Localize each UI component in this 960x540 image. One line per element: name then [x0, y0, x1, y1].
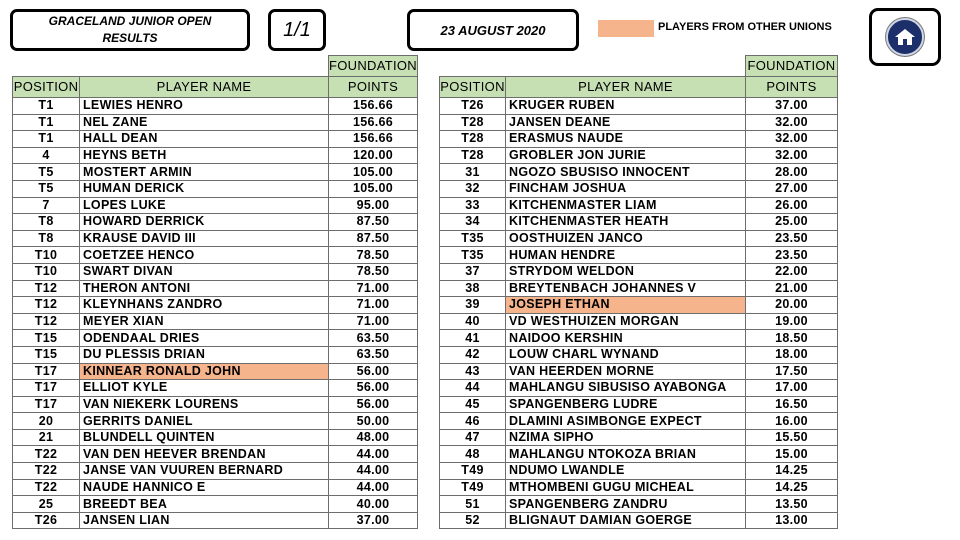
- points-cell: 27.00: [746, 180, 838, 197]
- player-name-cell: HUMAN HENDRE: [506, 247, 746, 264]
- position-cell: T17: [13, 380, 80, 397]
- table-row: [13, 280, 418, 297]
- position-cell: T15: [13, 330, 80, 347]
- points-cell: 87.50: [329, 230, 418, 247]
- points-cell: 105.00: [329, 180, 418, 197]
- position-cell: 31: [440, 164, 506, 181]
- points-cell: 56.00: [329, 380, 418, 397]
- header-player-name: PLAYER NAME: [506, 77, 746, 98]
- position-cell: T26: [13, 512, 80, 529]
- table-row: [13, 313, 418, 330]
- table-row: [13, 363, 418, 380]
- points-cell: 23.50: [746, 247, 838, 264]
- player-name-cell: COETZEE HENCO: [80, 247, 329, 264]
- position-cell: 51: [440, 496, 506, 513]
- player-name-cell: MEYER XIAN: [80, 313, 329, 330]
- table-row: [440, 230, 838, 247]
- position-cell: 25: [13, 496, 80, 513]
- table-row: [13, 164, 418, 181]
- table-row: [13, 346, 418, 363]
- position-cell: 4: [13, 147, 80, 164]
- player-name-cell: NGOZO SBUSISO INNOCENT: [506, 164, 746, 181]
- table-row: [13, 197, 418, 214]
- header-points: POINTS: [329, 77, 418, 98]
- player-name-cell: GROBLER JON JURIE: [506, 147, 746, 164]
- position-cell: 20: [13, 413, 80, 430]
- points-cell: 71.00: [329, 313, 418, 330]
- position-cell: T22: [13, 479, 80, 496]
- title-box: [10, 9, 250, 51]
- results-table-right: [439, 55, 838, 529]
- player-name-cell: NZIMA SIPHO: [506, 429, 746, 446]
- table-row: [13, 496, 418, 513]
- position-cell: 7: [13, 197, 80, 214]
- points-cell: 21.00: [746, 280, 838, 297]
- player-name-cell: MAHLANGU SIBUSISO AYABONGA: [506, 380, 746, 397]
- points-cell: 23.50: [746, 230, 838, 247]
- points-cell: 44.00: [329, 479, 418, 496]
- position-cell: 21: [13, 429, 80, 446]
- page-number: 1/1: [283, 18, 311, 41]
- position-cell: T17: [13, 363, 80, 380]
- position-cell: T12: [13, 297, 80, 314]
- table-row: [13, 297, 418, 314]
- position-cell: T12: [13, 280, 80, 297]
- position-cell: T12: [13, 313, 80, 330]
- points-cell: 56.00: [329, 363, 418, 380]
- points-cell: 105.00: [329, 164, 418, 181]
- points-cell: 156.66: [329, 131, 418, 148]
- player-name-cell: JANSE VAN VUUREN BERNARD: [80, 463, 329, 480]
- table-row: [440, 263, 838, 280]
- position-cell: T10: [13, 247, 80, 264]
- player-name-cell: KRUGER RUBEN: [506, 98, 746, 115]
- points-cell: 17.00: [746, 380, 838, 397]
- player-name-cell: KITCHENMASTER LIAM: [506, 197, 746, 214]
- header-player-name: PLAYER NAME: [80, 77, 329, 98]
- player-name-cell: NAIDOO KERSHIN: [506, 330, 746, 347]
- player-name-cell: KINNEAR RONALD JOHN: [80, 363, 329, 380]
- position-cell: 43: [440, 363, 506, 380]
- points-cell: 15.00: [746, 446, 838, 463]
- player-name-cell: LEWIES HENRO: [80, 98, 329, 115]
- results-table-left: [12, 55, 418, 529]
- home-icon: [886, 18, 924, 56]
- table-row: [13, 512, 418, 529]
- legend-swatch: [598, 20, 654, 37]
- table-row: [440, 496, 838, 513]
- position-cell: 52: [440, 512, 506, 529]
- position-cell: 45: [440, 396, 506, 413]
- table-row: [13, 479, 418, 496]
- table-row: [13, 446, 418, 463]
- player-name-cell: FINCHAM JOSHUA: [506, 180, 746, 197]
- table-row: [440, 180, 838, 197]
- header-row: [440, 77, 838, 98]
- player-name-cell: ERASMUS NAUDE: [506, 131, 746, 148]
- player-name-cell: NEL ZANE: [80, 114, 329, 131]
- points-cell: 44.00: [329, 446, 418, 463]
- table-row: [440, 330, 838, 347]
- table-row: [440, 164, 838, 181]
- points-cell: 28.00: [746, 164, 838, 181]
- points-cell: 32.00: [746, 147, 838, 164]
- position-cell: 32: [440, 180, 506, 197]
- legend-label: PLAYERS FROM OTHER UNIONS: [658, 21, 832, 33]
- table-row: [13, 230, 418, 247]
- position-cell: T5: [13, 180, 80, 197]
- player-name-cell: LOPES LUKE: [80, 197, 329, 214]
- position-cell: T35: [440, 230, 506, 247]
- position-cell: T28: [440, 131, 506, 148]
- position-cell: T49: [440, 479, 506, 496]
- position-cell: T5: [13, 164, 80, 181]
- position-cell: T10: [13, 263, 80, 280]
- table-row: [13, 396, 418, 413]
- player-name-cell: VD WESTHUIZEN MORGAN: [506, 313, 746, 330]
- player-name-cell: SWART DIVAN: [80, 263, 329, 280]
- player-name-cell: MOSTERT ARMIN: [80, 164, 329, 181]
- player-name-cell: NAUDE HANNICO E: [80, 479, 329, 496]
- player-name-cell: KITCHENMASTER HEATH: [506, 214, 746, 231]
- points-cell: 14.25: [746, 479, 838, 496]
- position-cell: 47: [440, 429, 506, 446]
- header-foundation: FOUNDATION: [329, 56, 418, 77]
- player-name-cell: NDUMO LWANDLE: [506, 463, 746, 480]
- table-row: [440, 479, 838, 496]
- player-name-cell: JOSEPH ETHAN: [506, 297, 746, 314]
- points-cell: 63.50: [329, 346, 418, 363]
- position-cell: T49: [440, 463, 506, 480]
- position-cell: 37: [440, 263, 506, 280]
- player-name-cell: BLIGNAUT DAMIAN GOERGE: [506, 512, 746, 529]
- points-cell: 13.00: [746, 512, 838, 529]
- table-row: [440, 413, 838, 430]
- position-cell: T1: [13, 114, 80, 131]
- points-cell: 78.50: [329, 263, 418, 280]
- table-row: [440, 512, 838, 529]
- points-cell: 40.00: [329, 496, 418, 513]
- points-cell: 44.00: [329, 463, 418, 480]
- header-position: POSITION: [13, 77, 80, 98]
- table-row: [13, 263, 418, 280]
- player-name-cell: BREYTENBACH JOHANNES V: [506, 280, 746, 297]
- header-foundation: FOUNDATION: [746, 56, 838, 77]
- position-cell: T8: [13, 214, 80, 231]
- points-cell: 156.66: [329, 98, 418, 115]
- points-cell: 87.50: [329, 214, 418, 231]
- points-cell: 50.00: [329, 413, 418, 430]
- table-row: [440, 214, 838, 231]
- player-name-cell: VAN NIEKERK LOURENS: [80, 396, 329, 413]
- home-button[interactable]: [869, 8, 941, 66]
- table-row: [13, 180, 418, 197]
- player-name-cell: ELLIOT KYLE: [80, 380, 329, 397]
- table-row: [13, 330, 418, 347]
- player-name-cell: KRAUSE DAVID III: [80, 230, 329, 247]
- points-cell: 14.25: [746, 463, 838, 480]
- table-row: [440, 297, 838, 314]
- page-indicator: [268, 9, 326, 51]
- table-row: [440, 131, 838, 148]
- position-cell: 33: [440, 197, 506, 214]
- player-name-cell: THERON ANTONI: [80, 280, 329, 297]
- table-row: [440, 363, 838, 380]
- position-cell: T26: [440, 98, 506, 115]
- points-cell: 32.00: [746, 114, 838, 131]
- header-row-top: [440, 56, 838, 77]
- player-name-cell: STRYDOM WELDON: [506, 263, 746, 280]
- player-name-cell: OOSTHUIZEN JANCO: [506, 230, 746, 247]
- points-cell: 71.00: [329, 297, 418, 314]
- table-row: [13, 463, 418, 480]
- position-cell: T28: [440, 114, 506, 131]
- points-cell: 63.50: [329, 330, 418, 347]
- table-row: [13, 214, 418, 231]
- points-cell: 71.00: [329, 280, 418, 297]
- player-name-cell: HALL DEAN: [80, 131, 329, 148]
- table-row: [13, 147, 418, 164]
- points-cell: 18.50: [746, 330, 838, 347]
- player-name-cell: MAHLANGU NTOKOZA BRIAN: [506, 446, 746, 463]
- points-cell: 25.00: [746, 214, 838, 231]
- position-cell: T28: [440, 147, 506, 164]
- position-cell: 34: [440, 214, 506, 231]
- player-name-cell: DLAMINI ASIMBONGE EXPECT: [506, 413, 746, 430]
- position-cell: T1: [13, 131, 80, 148]
- points-cell: 16.50: [746, 396, 838, 413]
- points-cell: 17.50: [746, 363, 838, 380]
- points-cell: 156.66: [329, 114, 418, 131]
- table-row: [440, 114, 838, 131]
- points-cell: 16.00: [746, 413, 838, 430]
- player-name-cell: JANSEN LIAN: [80, 512, 329, 529]
- points-cell: 26.00: [746, 197, 838, 214]
- header-row: [13, 77, 418, 98]
- points-cell: 22.00: [746, 263, 838, 280]
- table-row: [13, 247, 418, 264]
- table-row: [13, 98, 418, 115]
- points-cell: 95.00: [329, 197, 418, 214]
- header-position: POSITION: [440, 77, 506, 98]
- player-name-cell: ODENDAAL DRIES: [80, 330, 329, 347]
- table-row: [13, 413, 418, 430]
- table-row: [440, 147, 838, 164]
- points-cell: 32.00: [746, 131, 838, 148]
- table-row: [440, 463, 838, 480]
- table-row: [440, 197, 838, 214]
- table-row: [13, 114, 418, 131]
- table-row: [440, 429, 838, 446]
- table-row: [440, 247, 838, 264]
- player-name-cell: VAN DEN HEEVER BRENDAN: [80, 446, 329, 463]
- points-cell: 78.50: [329, 247, 418, 264]
- points-cell: 120.00: [329, 147, 418, 164]
- position-cell: T22: [13, 463, 80, 480]
- date-box: [407, 9, 579, 51]
- player-name-cell: GERRITS DANIEL: [80, 413, 329, 430]
- player-name-cell: SPANGENBERG LUDRE: [506, 396, 746, 413]
- table-row: [440, 446, 838, 463]
- position-cell: T17: [13, 396, 80, 413]
- table-row: [13, 131, 418, 148]
- position-cell: T35: [440, 247, 506, 264]
- event-date: 23 AUGUST 2020: [440, 22, 546, 38]
- table-row: [440, 380, 838, 397]
- position-cell: 39: [440, 297, 506, 314]
- position-cell: 42: [440, 346, 506, 363]
- player-name-cell: HOWARD DERRICK: [80, 214, 329, 231]
- right-table-body: [440, 56, 838, 529]
- header-points: POINTS: [746, 77, 838, 98]
- table-row: [440, 98, 838, 115]
- position-cell: T15: [13, 346, 80, 363]
- points-cell: 13.50: [746, 496, 838, 513]
- position-cell: T8: [13, 230, 80, 247]
- player-name-cell: MTHOMBENI GUGU MICHEAL: [506, 479, 746, 496]
- table-row: [13, 380, 418, 397]
- position-cell: 46: [440, 413, 506, 430]
- points-cell: 37.00: [329, 512, 418, 529]
- player-name-cell: BLUNDELL QUINTEN: [80, 429, 329, 446]
- points-cell: 19.00: [746, 313, 838, 330]
- title-line-2: RESULTS: [102, 31, 158, 45]
- player-name-cell: KLEYNHANS ZANDRO: [80, 297, 329, 314]
- table-row: [440, 280, 838, 297]
- player-name-cell: HEYNS BETH: [80, 147, 329, 164]
- table-row: [440, 396, 838, 413]
- points-cell: 56.00: [329, 396, 418, 413]
- player-name-cell: JANSEN DEANE: [506, 114, 746, 131]
- header-row-top: [13, 56, 418, 77]
- points-cell: 48.00: [329, 429, 418, 446]
- left-table-body: [13, 56, 418, 529]
- player-name-cell: SPANGENBERG ZANDRU: [506, 496, 746, 513]
- table-row: [440, 346, 838, 363]
- points-cell: 37.00: [746, 98, 838, 115]
- points-cell: 15.50: [746, 429, 838, 446]
- table-row: [13, 429, 418, 446]
- player-name-cell: LOUW CHARL WYNAND: [506, 346, 746, 363]
- position-cell: 38: [440, 280, 506, 297]
- position-cell: 40: [440, 313, 506, 330]
- position-cell: 41: [440, 330, 506, 347]
- player-name-cell: DU PLESSIS DRIAN: [80, 346, 329, 363]
- player-name-cell: BREEDT BEA: [80, 496, 329, 513]
- table-row: [440, 313, 838, 330]
- position-cell: T22: [13, 446, 80, 463]
- player-name-cell: VAN HEERDEN MORNE: [506, 363, 746, 380]
- player-name-cell: HUMAN DERICK: [80, 180, 329, 197]
- position-cell: T1: [13, 98, 80, 115]
- position-cell: 48: [440, 446, 506, 463]
- points-cell: 20.00: [746, 297, 838, 314]
- points-cell: 18.00: [746, 346, 838, 363]
- position-cell: 44: [440, 380, 506, 397]
- title-line-1: GRACELAND JUNIOR OPEN: [48, 14, 212, 28]
